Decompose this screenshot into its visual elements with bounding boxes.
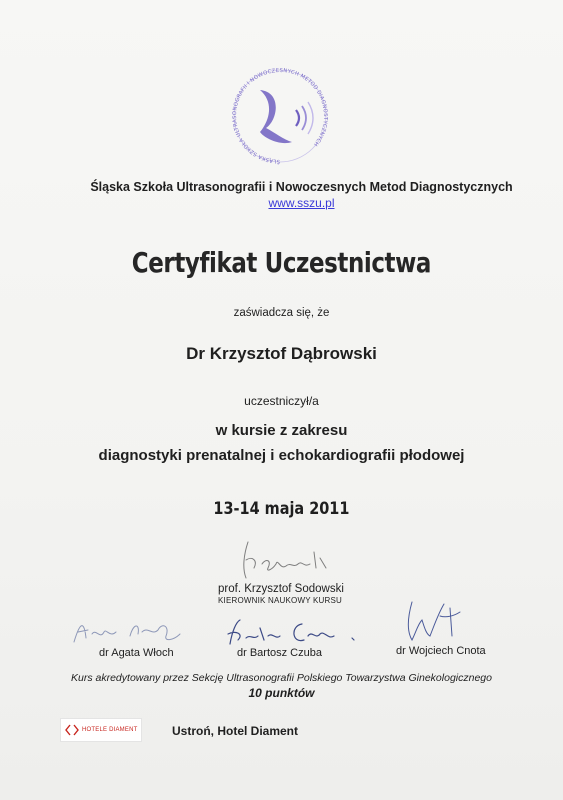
- points-text: 10 punktów: [248, 686, 315, 700]
- course-date: 13-14 maja 2011: [213, 499, 350, 519]
- wave-icon: [296, 110, 299, 126]
- director-role: KIEROWNIK NAUKOWY KURSU: [218, 596, 343, 605]
- svg-text:ŚLĄSKA SZKOŁA ULTRASONOGRAFII: [232, 68, 328, 165]
- signature-cnota: [400, 596, 470, 646]
- fetus-shape-icon: [260, 90, 292, 143]
- logo-ring-text: ŚLĄSKA SZKOŁA ULTRASONOGRAFII I NOWOCZESNYCH METOD DIAGNOSTYCZNYCH: [232, 67, 329, 165]
- accreditation-text: Kurs akredytowany przez Sekcję Ultrasonografii Polskiego Towarzystwa Ginekologicznego: [71, 672, 492, 684]
- director-signature: [236, 538, 336, 586]
- course-line-1: w kursie z zakresu: [215, 422, 348, 439]
- school-url-link[interactable]: www.sszu.pl: [268, 196, 335, 210]
- school-logo: [220, 62, 340, 172]
- participant-name: Dr Krzysztof Dąbrowski: [186, 344, 377, 363]
- signature-czuba: [224, 616, 364, 648]
- school-name: Śląska Szkoła Ultrasonografii i Nowoczesnych Metod Diagnostycznych: [90, 180, 513, 194]
- signatory-1-name: dr Agata Włoch: [99, 647, 174, 659]
- signatory-3-name: dr Wojciech Cnota: [396, 645, 486, 657]
- attests-text: zaświadcza się, że: [233, 307, 330, 319]
- diamond-icon: [65, 724, 79, 736]
- signatory-2-name: dr Bartosz Czuba: [237, 647, 322, 659]
- certificate-title: Certyfikat Uczestnictwa: [131, 246, 431, 279]
- signature-wloch: [70, 612, 190, 648]
- director-name: prof. Krzysztof Sodowski: [218, 583, 344, 595]
- course-line-2: diagnostyki prenatalnej i echokardiografii płodowej: [98, 447, 465, 464]
- participated-text: uczestniczył/a: [244, 394, 319, 408]
- hotel-logo: [60, 718, 142, 742]
- hotel-logo-text: HOTELE DIAMENT: [82, 727, 138, 733]
- venue-text: Ustroń, Hotel Diament: [172, 724, 299, 738]
